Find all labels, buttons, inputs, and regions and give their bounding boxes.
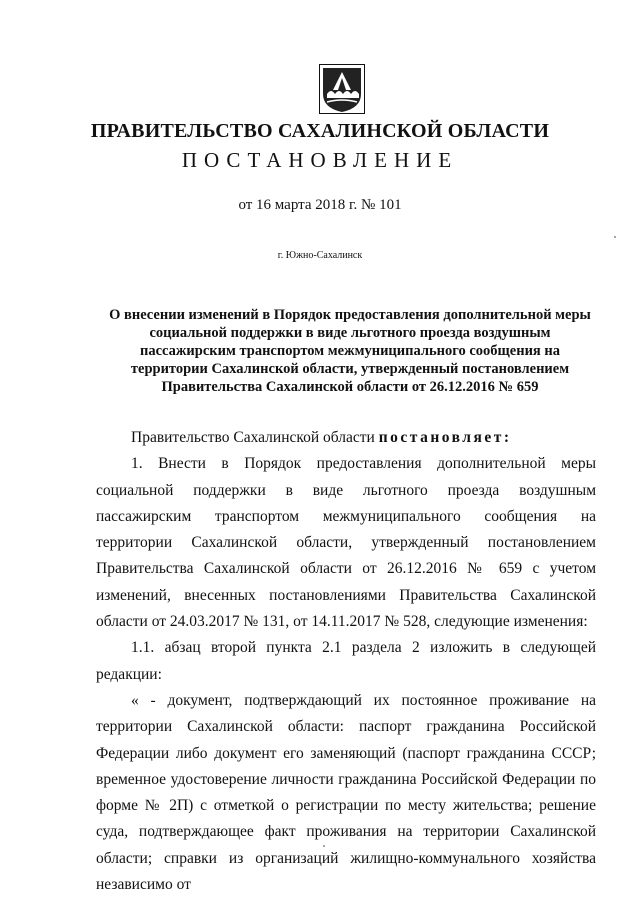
- preamble-decree-word: постановляет:: [378, 429, 512, 446]
- document-type: ПОСТАНОВЛЕНИЕ: [181, 148, 459, 172]
- scan-speck: [323, 845, 325, 847]
- document-body: [96, 425, 596, 898]
- heading-line: О внесении изменений в Порядок предоставления дополнительной меры: [109, 307, 591, 323]
- government-title: ПРАВИТЕЛЬСТВО САХАЛИНСКОЙ ОБЛАСТИ: [90, 120, 550, 142]
- document-heading: [100, 306, 600, 396]
- document-date-number: от 16 марта 2018 г. № 101: [238, 197, 402, 213]
- heading-line: пассажирским транспортом межмуниципального сообщения на: [139, 343, 561, 359]
- heading-line: территории Сахалинской области, утвержденный постановлением: [130, 361, 570, 377]
- document-city: г. Южно-Сахалинск: [277, 250, 363, 261]
- heading-line: Правительства Сахалинской области от 26.12.2016 № 659: [161, 379, 539, 395]
- preamble-paragraph: [96, 425, 596, 451]
- preamble-text: Правительство Сахалинской области: [131, 429, 379, 446]
- scan-speck: [614, 236, 616, 238]
- quoted-amendment-paragraph: « - документ, подтверждающий их постоянное проживание на территории Сахалинской области: паспорт гражданина Российской Федерации либо документ его заменяющий (паспорт гражданина СССР; временное удостоверение личности гражданина Российской Федерации по форме № 2П) с отметкой о регистрации по месту жительства; решение суда, подтверждающее факт проживания на территории Сахалинской области; справки из организаций жилищно-коммунального хозяйства независимо от: [96, 691, 596, 894]
- item-1-paragraph: 1. Внести в Порядок предоставления дополнительной меры социальной поддержки в виде льготного проезда воздушным пассажирским транспортом межмуниципального сообщения на территории Сахалинской области, утвержденный постановлением Правительства Сахалинской области от 26.12.2016 № 659 с учетом изменений, внесенных постановлениями Правительства Сахалинской области от 24.03.2017 № 131, от 14.11.2017 № 528, следующие изменения:: [96, 455, 596, 631]
- item-1-1-paragraph: 1.1. абзац второй пункта 2.1 раздела 2 изложить в следующей редакции:: [96, 639, 596, 683]
- sakhalin-coat-of-arms-icon: [319, 64, 365, 114]
- heading-line: социальной поддержки в виде льготного проезда воздушным: [149, 325, 551, 341]
